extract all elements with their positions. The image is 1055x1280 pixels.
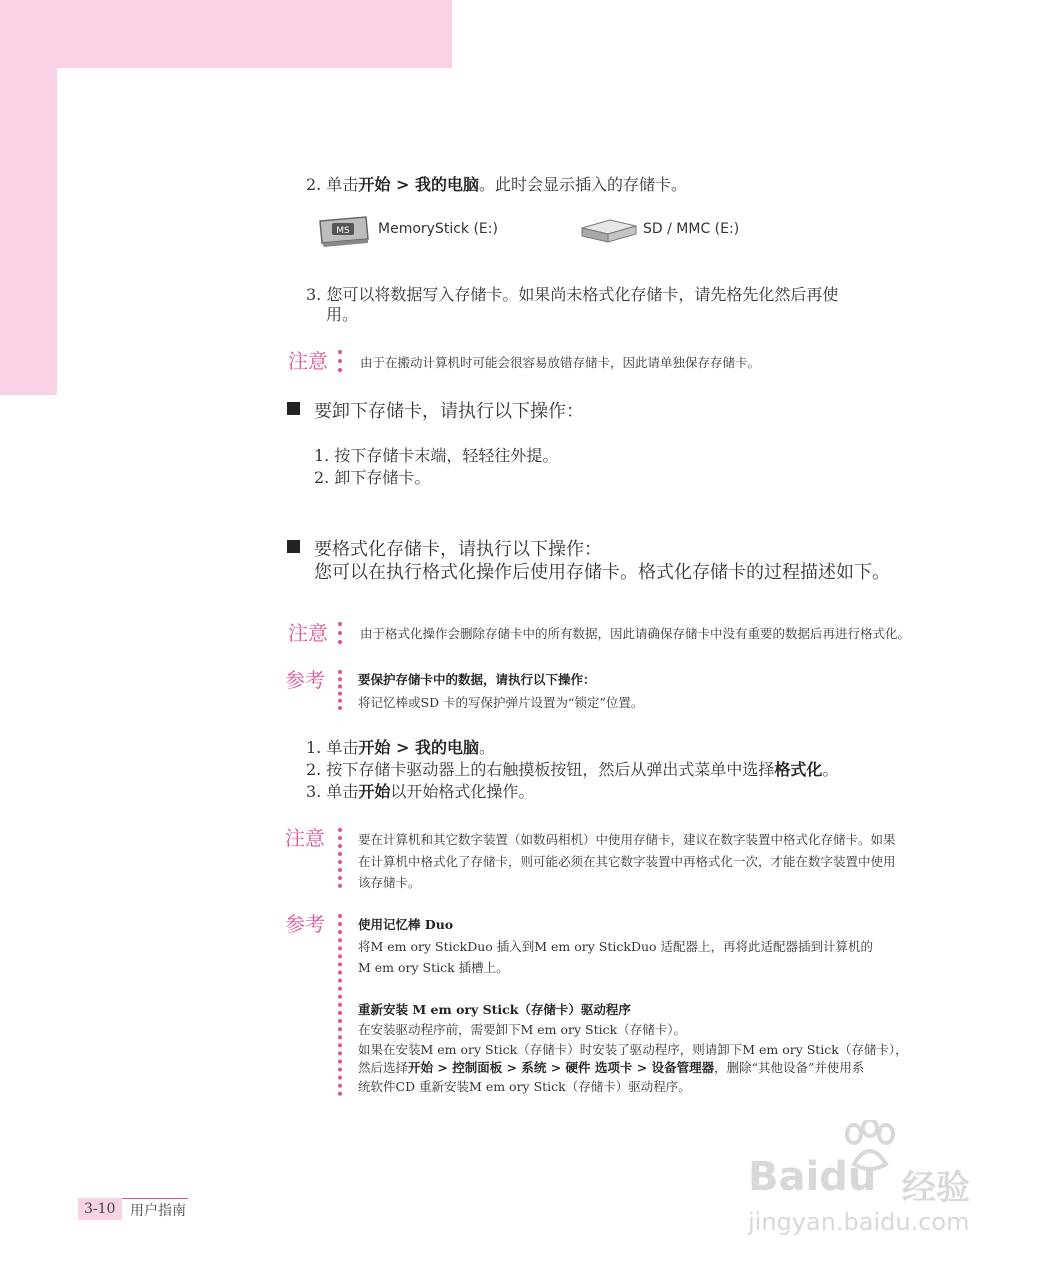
reference-label: 参考 [285, 912, 325, 936]
step-3-line-2: 用。 [326, 305, 359, 324]
memory-stick-duo-text-2: M em ory Stick 插槽上。 [358, 960, 509, 975]
note-text-line-1: 要在计算机和其它数字装置（如数码相机）中使用存储卡，建议在数字装置中格式化存储卡。如果 [358, 832, 896, 847]
note-label: 注意 [288, 349, 328, 373]
note-text-line-2: 在计算机中格式化了存储卡，则可能必须在其它数字装置中再格式化一次，才能在数字装置中使用 [358, 854, 896, 869]
reinstall-driver-text-4: 统软件CD 重新安装M em ory Stick（存储卡）驱动程序。 [358, 1079, 691, 1094]
reinstall-driver-title: 重新安装 M em ory Stick（存储卡）驱动程序 [358, 1002, 631, 1017]
pink-header-band [0, 0, 452, 68]
note-divider [338, 828, 342, 888]
reference-text: 将记忆棒或SD 卡的写保护弹片设置为“锁定”位置。 [358, 695, 644, 710]
step-3-line-1: 3. 您可以将数据写入存储卡。如果尚未格式化存储卡，请先格先化然后再使 [306, 285, 839, 304]
svg-text:MS: MS [336, 226, 350, 236]
note-text-line-3: 该存储卡。 [358, 875, 421, 890]
reinstall-driver-text-2: 如果在安装M em ory Stick（存储卡）时安装了驱动程序，则请卸下M em ory Stick（存储卡）， [358, 1042, 908, 1057]
footer-title: 用户指南 [130, 1203, 186, 1219]
sd-mmc-drive-label: SD / MMC (E:) [643, 221, 740, 237]
pink-side-band [0, 0, 57, 395]
note-label: 注意 [288, 621, 328, 645]
memorystick-drive-icon [316, 213, 370, 247]
format-step-2: 2. 按下存储卡驱动器上的右触摸板按钮，然后从弹出式菜单中选择格式化。 [306, 760, 839, 779]
reference-title: 要保护存储卡中的数据，请执行以下操作： [358, 672, 596, 687]
sd-mmc-drive-icon [580, 216, 638, 246]
baidu-watermark [748, 1120, 998, 1240]
section-bullet [287, 402, 300, 415]
memory-stick-duo-title: 使用记忆棒 Duo [358, 917, 454, 932]
memory-stick-duo-text-1: 将M em ory StickDuo 插入到M em ory StickDuo 适配器上，再将此适配器插到计算机的 [358, 939, 874, 954]
note-text: 由于在搬动计算机时可能会很容易放错存储卡，因此请单独保存存储卡。 [360, 355, 761, 370]
unload-step-2: 2. 卸下存储卡。 [314, 468, 431, 487]
format-step-3: 3. 单击开始以开始格式化操作。 [306, 782, 535, 801]
reference-divider [338, 914, 342, 1096]
watermark-brand: Baidu [748, 1154, 877, 1200]
note-divider [338, 350, 342, 372]
note-label: 注意 [285, 826, 325, 850]
reinstall-driver-text-3: 然后选择开始 > 控制面板 > 系统 > 硬件 选项卡 > 设备管理器，删除“其他设备”并使用系 [358, 1060, 865, 1075]
unload-step-1: 1. 按下存储卡末端，轻轻往外提。 [314, 446, 559, 465]
reference-divider [338, 670, 342, 710]
note-divider [338, 622, 342, 644]
footer-divider [122, 1198, 188, 1199]
section-bullet [287, 540, 300, 553]
reference-label: 参考 [285, 668, 325, 692]
watermark-url: jingyan.baidu.com [748, 1208, 970, 1236]
reinstall-driver-text-1: 在安装驱动程序前，需要卸下M em ory Stick（存储卡）。 [358, 1022, 686, 1037]
memorystick-drive-label: MemoryStick (E:) [378, 221, 498, 237]
step-2-open-my-computer: 2. 单击开始 > 我的电脑。此时会显示插入的存储卡。 [306, 175, 687, 194]
watermark-brand-cn: 经验 [902, 1168, 970, 1208]
format-heading: 要格式化存储卡，请执行以下操作： [314, 539, 602, 560]
note-text: 由于格式化操作会删除存储卡中的所有数据，因此请确保存储卡中没有重要的数据后再进行格式化。 [360, 626, 911, 641]
format-step-1: 1. 单击开始 > 我的电脑。 [306, 738, 495, 757]
page-number: 3-10 [78, 1198, 122, 1220]
unload-heading: 要卸下存储卡，请执行以下操作： [314, 401, 584, 422]
format-description: 您可以在执行格式化操作后使用存储卡。格式化存储卡的过程描述如下。 [314, 562, 890, 583]
